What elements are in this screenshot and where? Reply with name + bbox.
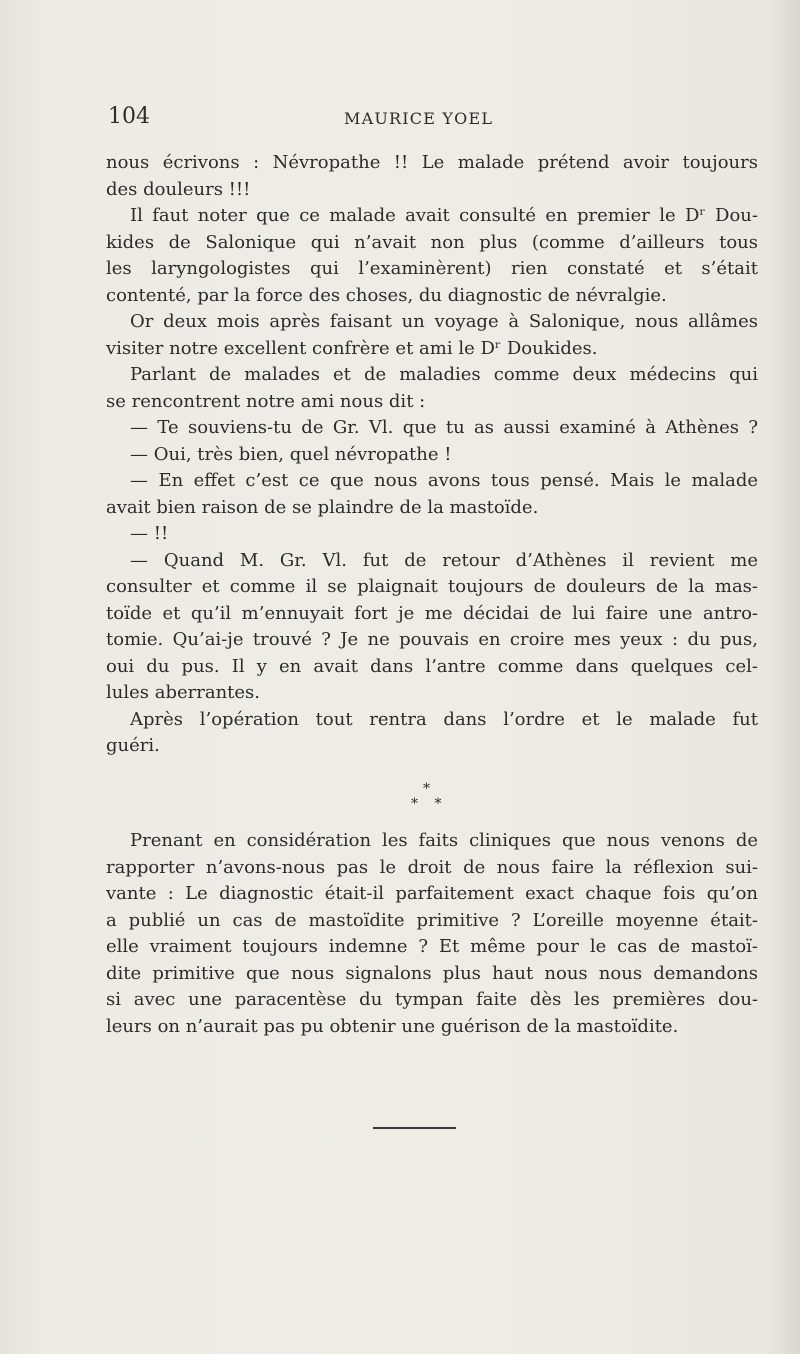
- page-number: 104: [108, 104, 150, 129]
- text-line: leurs on n’aurait pas pu obtenir une guérison de la mastoïdite.: [106, 1015, 679, 1037]
- text-line: Après l’opération tout rentra dans l’ordre et le malade fut: [130, 708, 758, 730]
- text-line: avait bien raison de se plaindre de la mastoïde.: [106, 496, 539, 518]
- text-line: rapporter n’avons-nous pas le droit de nous faire la réflexion sui-: [106, 856, 758, 878]
- body-text-section-2: [106, 828, 758, 1040]
- text-line: — Te souviens-tu de Gr. Vl. que tu as aussi examiné à Athènes ?: [130, 417, 758, 438]
- body-text-section-1: [106, 150, 758, 760]
- text-line: consulter et comme il se plaignait toujours de douleurs de la mas-: [106, 576, 758, 597]
- asterism-top: *: [423, 781, 430, 797]
- text-line: toïde et qu’il m’ennuyait fort je me décidai de lui faire une antro-: [106, 602, 758, 624]
- text-line: tomie. Qu’ai-je trouvé ? Je ne pouvais en croire mes yeux : du pus,: [106, 629, 758, 650]
- text-line: a publié un cas de mastoïdite primitive ? L’oreille moyenne était-: [106, 909, 758, 931]
- end-rule: [373, 1127, 456, 1129]
- text-line: Prenant en considération les faits cliniques que nous venons de: [130, 830, 758, 851]
- asterism-bottom: * *: [411, 796, 448, 812]
- text-line: — En effet c’est ce que nous avons tous pensé. Mais le malade: [130, 470, 758, 491]
- text-line: guéri.: [106, 735, 160, 756]
- text-line: les laryngologistes qui l’examinèrent) rien constaté et s’était: [106, 258, 758, 279]
- text-line: des douleurs !!!: [106, 178, 251, 200]
- text-line: nous écrivons : Névropathe !! Le malade prétend avoir toujours: [106, 152, 758, 173]
- text-line: — Quand M. Gr. Vl. fut de retour d’Athènes il revient me: [130, 549, 758, 571]
- text-line: oui du pus. Il y en avait dans l’antre comme dans quelques cel-: [106, 655, 758, 677]
- page-header: [108, 103, 758, 135]
- text-line: vante : Le diagnostic était-il parfaitement exact chaque fois qu’on: [106, 883, 758, 904]
- text-line: contenté, par la force des choses, du diagnostic de névralgie.: [106, 284, 667, 306]
- text-line: elle vraiment toujours indemne ? Et même pour le cas de mastoï-: [106, 936, 758, 957]
- text-line: visiter notre excellent confrère et ami le Dʳ Doukides.: [106, 337, 598, 359]
- text-line: se rencontrent notre ami nous dit :: [106, 390, 426, 412]
- text-line: Or deux mois après faisant un voyage à Salonique, nous allâmes: [130, 311, 758, 332]
- text-line: Il faut noter que ce malade avait consulté en premier le Dʳ Dou-: [130, 205, 758, 226]
- running-head: MAURICE YOEL: [344, 109, 494, 128]
- text-line: — !!: [130, 523, 169, 544]
- text-line: kides de Salonique qui n’avait non plus (comme d’ailleurs tous: [106, 231, 758, 253]
- text-line: Parlant de malades et de maladies comme deux médecins qui: [130, 364, 758, 385]
- text-line: dite primitive que nous signalons plus haut nous nous demandons: [106, 962, 758, 984]
- text-line: si avec une paracentèse du tympan faite dès les premières dou-: [106, 989, 758, 1010]
- text-line: lules aberrantes.: [106, 682, 261, 703]
- text-line: — Oui, très bien, quel névropathe !: [130, 443, 452, 465]
